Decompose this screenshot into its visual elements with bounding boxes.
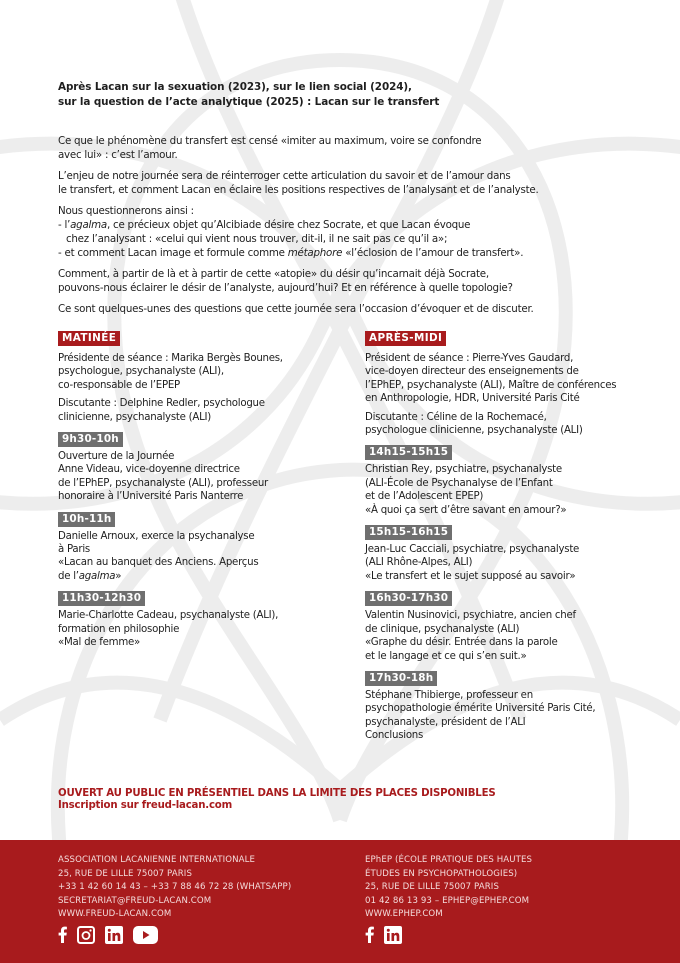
text-line: psychologue, psychanalyste (ALI), [58, 366, 224, 378]
org-name: EPhEP (ÉCOLE PRATIQUE DES HAUTES [365, 855, 533, 865]
text-line: Danielle Arnoux, exerce la psychanalyse [58, 530, 255, 542]
intro-paragraph [58, 302, 658, 316]
bullet-line [58, 218, 658, 232]
text-line: Ce sont quelques-unes des questions que cette journée sera l’occasion d’évoquer et de discuter. [58, 303, 534, 315]
intro-title-line: Après Lacan sur la sexuation (2023), sur le lien social (2024), [58, 81, 412, 93]
ephep-contact [365, 854, 532, 944]
facebook-icon[interactable] [365, 926, 374, 943]
schedule-slot [58, 591, 358, 649]
ephep-social-links [365, 926, 532, 944]
text-fragment: - l’ [58, 219, 71, 231]
instagram-icon[interactable] [77, 926, 95, 944]
text-fragment: , ce précieux objet qu’Alcibiade désire chez Socrate, et que Lacan évoque [106, 219, 471, 231]
schedule-slot [365, 671, 675, 743]
intro-paragraph [58, 134, 658, 162]
org-name: ASSOCIATION LACANIENNE INTERNATIONALE [58, 855, 256, 865]
morning-label: MATINÉE [58, 331, 120, 346]
org-name: ÉTUDES EN PSYCHOPATHOLOGIES) [365, 868, 518, 879]
phone: +33 1 42 60 14 43 – +33 7 88 46 72 28 (WHATSAPP) [58, 882, 292, 893]
text-line: chez l’analysant : «celui qui vient nous trouver, dit-il, il ne sait pas ce qu’il a»; [66, 233, 448, 245]
text-line: Nous questionnerons ainsi : [58, 205, 194, 217]
time-badge: 17h30-18h [365, 671, 437, 686]
address: 25, RUE DE LILLE 75007 PARIS [58, 868, 193, 879]
text-line: vice-doyen directeur des enseignements de [365, 366, 579, 378]
intro-paragraph [58, 204, 658, 260]
text-line: «À quoi ça sert d’être savant en amour?» [365, 504, 567, 516]
morning-discussant [58, 397, 358, 424]
notice-line: OUVERT AU PUBLIC EN PRÉSENTIEL DANS LA LIMITE DES PLACES DISPONIBLES [58, 788, 496, 799]
schedule-slot [365, 445, 675, 517]
text-line: «Lacan au banquet des Anciens. Aperçus [58, 557, 259, 569]
italic-term: agalma [78, 570, 116, 582]
text-line: Président de séance : Pierre-Yves Gaudard, [365, 353, 574, 364]
schedule-slot [365, 525, 675, 583]
time-badge: 9h30-10h [58, 432, 123, 447]
afternoon-label: APRÈS-MIDI [365, 331, 446, 346]
italic-term: métaphore [287, 247, 343, 259]
phone-email[interactable]: 01 42 86 13 93 – EPHEP@EPHEP.COM [365, 895, 530, 906]
schedule-slot [365, 591, 675, 663]
footer [0, 840, 680, 963]
morning-chair [58, 352, 358, 392]
text-line: co-responsable de l’EPEP [58, 379, 180, 391]
text-fragment: «l’éclosion de l’amour de transfert». [342, 247, 524, 259]
time-badge: 16h30-17h30 [365, 591, 452, 606]
text-line: formation en philosophie [58, 623, 180, 635]
text-line: le transfert, et comment Lacan en éclaire les positions respectives de l’analysant et de l’analyste. [58, 184, 539, 196]
address: 25, RUE DE LILLE 75007 PARIS [365, 882, 500, 893]
text-line: Christian Rey, psychiatre, psychanalyste [365, 464, 562, 476]
text-line: l’EPhEP, psychanalyste (ALI), Maître de conférences [365, 379, 617, 391]
registration-link[interactable]: Inscription sur freud-lacan.com [58, 800, 232, 811]
text-line: en Anthropologie, HDR, Université Paris Cité [365, 393, 580, 405]
text-line: Stéphane Thibierge, professeur en [365, 689, 533, 701]
text-fragment: de l’ [58, 570, 79, 582]
ali-contact [58, 854, 291, 944]
intro-paragraph [58, 267, 658, 295]
afternoon-discussant [365, 411, 675, 438]
facebook-icon[interactable] [58, 926, 67, 943]
intro-paragraph [58, 169, 658, 197]
text-line: et de l’Adolescent EPEP) [365, 491, 484, 503]
schedule-slot [58, 512, 358, 584]
text-line: psychologue clinicienne, psychanalyste (ALI) [365, 425, 583, 437]
italic-term: agalma [70, 219, 107, 231]
text-line: Discutante : Delphine Redler, psychologue [58, 398, 265, 410]
text-line: de l’EPhEP, psychanalyste (ALI), professeur [58, 477, 268, 489]
ali-social-links [58, 926, 291, 944]
bullet-line [58, 246, 658, 260]
text-line: «Mal de femme» [58, 637, 141, 649]
text-line: avec lui» : c’est l’amour. [58, 149, 178, 161]
text-line: Marie-Charlotte Cadeau, psychanalyste (ALI), [58, 610, 279, 622]
text-line: «Graphe du désir. Entrée dans la parole [365, 637, 558, 649]
intro-title [58, 80, 628, 110]
text-fragment: - et comment Lacan image et formule comme [58, 247, 288, 259]
time-badge: 11h30-12h30 [58, 591, 145, 606]
text-line: clinicienne, psychanalyste (ALI) [58, 411, 211, 423]
schedule-slot [58, 432, 358, 504]
text-line: Comment, à partir de là et à partir de cette «atopie» du désir qu’incarnait déjà Socrate, [58, 268, 489, 280]
afternoon-chair [365, 352, 675, 406]
afternoon-column [365, 331, 675, 743]
text-line: «Le transfert et le sujet supposé au savoir» [365, 570, 576, 582]
text-line: de clinique, psychanalyste (ALI) [365, 623, 520, 635]
text-line: à Paris [58, 544, 90, 556]
website-link[interactable]: WWW.EPHEP.COM [365, 909, 443, 920]
intro-title-line: sur la question de l’acte analytique (2025) : Lacan sur le transfert [58, 96, 440, 108]
text-line: psychopathologie émérite Université Paris Cité, [365, 703, 596, 715]
morning-column [58, 331, 358, 650]
text-line: Anne Videau, vice-doyenne directrice [58, 464, 240, 476]
text-line: Valentin Nusinovici, psychiatre, ancien chef [365, 610, 576, 622]
text-line: pouvons-nous éclairer le désir de l’analyste, aujourd’hui? Et en référence à quelle topologie? [58, 282, 513, 294]
time-badge: 15h15-16h15 [365, 525, 452, 540]
text-line: psychanalyste, président de l’ALI [365, 716, 526, 728]
text-line: Ce que le phénomène du transfert est censé «imiter au maximum, voire se confondre [58, 135, 482, 147]
time-badge: 10h-11h [58, 512, 115, 527]
text-line: Discutante : Céline de la Rochemacé, [365, 411, 547, 423]
public-notice [58, 788, 496, 812]
website-link[interactable]: WWW.FREUD-LACAN.COM [58, 909, 172, 920]
text-line [58, 570, 358, 583]
text-line: Présidente de séance : Marika Bergès Bounes, [58, 353, 283, 364]
text-line: Jean-Luc Cacciali, psychiatre, psychanalyste [365, 544, 580, 556]
text-line: (ALI-École de Psychanalyse de l’Enfant [365, 477, 553, 489]
text-line: Ouverture de la Journée [58, 451, 175, 463]
linkedin-icon[interactable] [105, 926, 123, 944]
text-line: et le langage et ce qui s’en suit.» [365, 650, 527, 662]
linkedin-icon[interactable] [384, 926, 402, 944]
text-fragment: » [115, 570, 122, 582]
text-line: (ALI Rhône-Alpes, ALI) [365, 557, 473, 569]
youtube-icon[interactable] [133, 926, 158, 944]
text-line: Conclusions [365, 730, 424, 742]
intro-text [58, 134, 658, 323]
email-link[interactable]: SECRETARIAT@FREUD-LACAN.COM [58, 895, 212, 906]
text-line: L’enjeu de notre journée sera de réinterroger cette articulation du savoir et de l’amour dans [58, 170, 511, 182]
time-badge: 14h15-15h15 [365, 445, 452, 460]
text-line: honoraire à l’Université Paris Nanterre [58, 491, 244, 503]
